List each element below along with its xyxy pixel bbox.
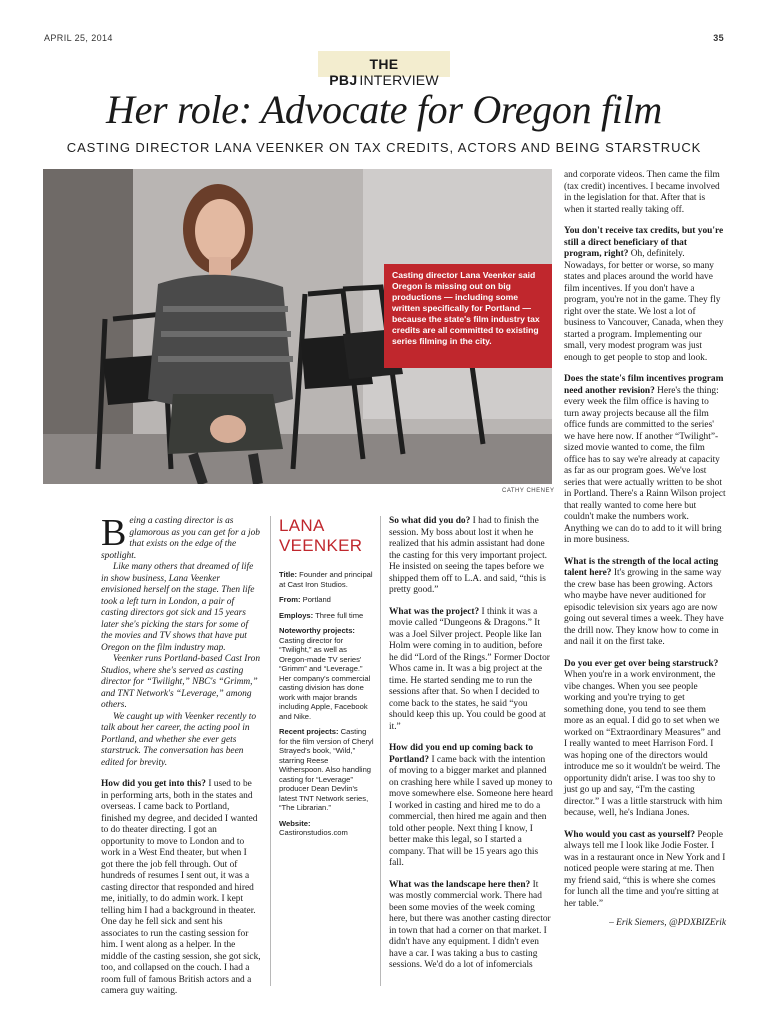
answer: People always tell me I look like Jodie Foster. I was in a restaurant once in New York and I noticed people were staring at me. Then my friend said, “this is where she comes for lunch all the time and you're sitting at her table.” <box>564 829 726 909</box>
question: Who would you cast as yourself? <box>564 829 696 840</box>
intro-paragraph-2: Like many others that dreamed of life in show business, Lana Veenker envisioned herself on the stage. Then life took a left turn in London, a pair of casting directors got sick and 15 years later she's picking the stars for some of the movies and TV shows that have put Oregon on the film industry map. <box>101 562 255 653</box>
qa-block <box>564 830 726 911</box>
column-divider <box>270 516 271 986</box>
answer: I think it was a movie called “Dungeons & Dragons.” It was a Joel Silver project. People like Ian Holm were coming in to audition, before he did “Lord of the Rings.” Former Doctor Whos came in. It was a big project at the time. He started sending me to run the sessions after that. So when I decided to come back to the states, he said “you should keep this up. You could be good at it.” <box>389 606 550 732</box>
page-number: 35 <box>713 33 724 43</box>
profile-employs: Employs: Three full time <box>279 610 364 620</box>
answer-continued: and corporate videos. Then came the film (tax credit) incentives. I became involved in the legislation for that. After that is when it started really taking off. <box>564 170 720 215</box>
question: What was the project? <box>389 606 480 617</box>
question: Do you ever get over being starstruck? <box>564 658 719 669</box>
question: So what did you do? <box>389 516 471 526</box>
profile-title: Title: Founder and principal at Cast Iron Studios. <box>279 570 373 589</box>
column-divider <box>380 516 381 986</box>
answer: I had to finish the session. My boss about lost it when he realized that his admin assistant had done the casting for this very important project. He insisted on seeing the tapes before we shipped them off to L.A. and said, “this is pretty good.” <box>389 516 548 595</box>
answer: I came back with the intention of moving to a bigger market and planned on crashing here while I saved up money to move somewhere else. Someone here heard I worked in casting and hired me to do a commercial, then hired me again and then told other people. Next thing I know, I better make this legal, so I started a company. That will be 15 years ago this fall. <box>389 754 553 868</box>
qa-block <box>564 226 726 364</box>
qa-block <box>389 516 553 597</box>
column-4 <box>564 170 726 930</box>
photo-caption: Casting director Lana Veenker said Oregon is missing out on big productions — including some written specifically for Portland — because the state's film industry tax credits are all committed to existing series filming in the city. <box>384 264 552 368</box>
qa-block <box>564 659 726 820</box>
kicker-section: INTERVIEW <box>359 72 439 88</box>
drop-cap: B <box>101 512 127 554</box>
issue-date: APRIL 25, 2014 <box>44 33 113 43</box>
column-1 <box>101 512 261 998</box>
profile-from: From: Portland <box>279 595 331 604</box>
profile-recent: Recent projects: Casting for the film version of Cheryl Strayed's book, “Wild,” starring Reese Witherspoon. Also handling casting for “Leverage” producer Dean Devlin's latest TNT Network series, “The Librarian.” <box>279 727 374 812</box>
answer: It's growing in the same way the crew base has been growing. Actors who maybe have never auditioned for episodic television six years ago are now going out several times a week. They have the drill now. They know how to come in and nail it on the first take. <box>564 568 724 647</box>
qa-block <box>564 374 726 547</box>
intro-paragraph-4: We caught up with Veenker recently to talk about her career, the acting pool in Portland, and whether she ever gets starstruck. The conversation has been edited for brevity. <box>101 711 257 768</box>
section-kicker <box>318 51 450 88</box>
answer: Oh, definitely. Nowadays, for better or worse, so many states and places around the world have film incentives. If you don't have a program, you're not in the game. They fly right over the state. We lost a lot of business to Vancouver, Canada, when they started a program. Implementing our small, very modest program was just enough to get people to stop and look. <box>564 249 724 363</box>
question: What is the strength of the local acting talent here? <box>564 556 719 578</box>
answer: I used to be in performing arts, both in the states and overseas. I came back to Portland, finished my degree, and decided I wanted to do theater directing. I got an opportunity to move to London and to work in a West End theater, but when I got there the job fell through. Out of hundreds of resumes I sent out, it was a casting director that responded and hired me, initially, to do admin work. I kept telling him I had a background in theater. One day he fell sick and sent his associates to run the casting session for him. I went along as a helper. In the middle of the casting session, she got sick, too, and collapsed on the couch. I had a room full of famous British actors and a camera guy waiting. <box>101 779 261 996</box>
question: What was the landscape here then? <box>389 879 531 890</box>
answer: When you're in a work environment, the vibe changes. When you see people working and you're trying to get something done, you tend to see them more as an equal. I did go to set when we worked on “Extraordinary Measures” and I really wanted to meet Harrison Ford. I was hoping one of the directors would introduce me so it wouldn't be weird. The opportunity didn't arise. I was too shy to just go up and say, “I'm the casting director.” I was a little starstruck with him because, well, he's Indiana Jones. <box>564 670 723 818</box>
qa-block <box>389 880 553 972</box>
column-3 <box>389 516 553 972</box>
profile-projects: Noteworthy projects: Casting director for “Twilight,” as well as Oregon-made TV series' “Grimm” and “Leverage.” Her company's commercial casting division has done work with major brands including Apple, Facebook and Nike. <box>279 626 371 721</box>
photo-credit: CATHY CHENEY <box>502 488 555 494</box>
kicker-brand: THE PBJ <box>329 56 399 88</box>
question: How did you get into this? <box>101 779 206 789</box>
qa-block <box>389 607 553 734</box>
profile-name: LANA VEENKER <box>279 516 363 555</box>
question: You don't receive tax credits, but you're still a direct beneficiary of that program, right? <box>564 226 724 259</box>
question: How did you end up coming back to Portland? <box>389 743 534 765</box>
profile-sidebar <box>279 516 375 844</box>
intro-paragraph-3: Veenker runs Portland-based Cast Iron Studios, where she's served as casting director for “Twilight,” NBC's “Grimm,” and TNT Network's “Leverage,” among others. <box>101 654 261 710</box>
answer: It was mostly commercial work. There had been some movies of the week coming here, but there was another casting director in town that had a corner on that market. I didn't have any equipment. I didn't even have a car. I was taking a bus to casting sessions. We'd do a lot of infomercials <box>389 879 551 970</box>
question: Does the state's film incentives program need another revision? <box>564 374 724 396</box>
intro-text-1: eing a casting director is as glamorous as you can get for a job that exists on the edge of the spotlight. <box>101 516 260 561</box>
author-signature: – Erik Siemers, @PDXBIZErik <box>609 918 726 928</box>
intro-paragraph-1 <box>101 512 261 562</box>
qa-block <box>101 779 261 998</box>
headline: Her role: Advocate for Oregon film <box>106 87 662 132</box>
deck: CASTING DIRECTOR LANA VEENKER ON TAX CREDITS, ACTORS AND BEING STARSTRUCK <box>66 140 702 155</box>
qa-block <box>389 743 553 870</box>
profile-website: Website: Castironstudios.com <box>279 818 348 837</box>
answer: Here's the thing: every week the film office is having to turn away projects because all the film office funds are committed to the series' we have here now. If another “Twilight”-sized movie wanted to come, the film office has to say we're already at capacity as far as our program goes. We've lost series that were actually written to be shot in Portland. There's a Rainn Wilson project that really wanted to come here but couldn't make the numbers work. Anything we can do to add to it will bring in more business. <box>564 385 726 545</box>
qa-block <box>564 557 726 649</box>
